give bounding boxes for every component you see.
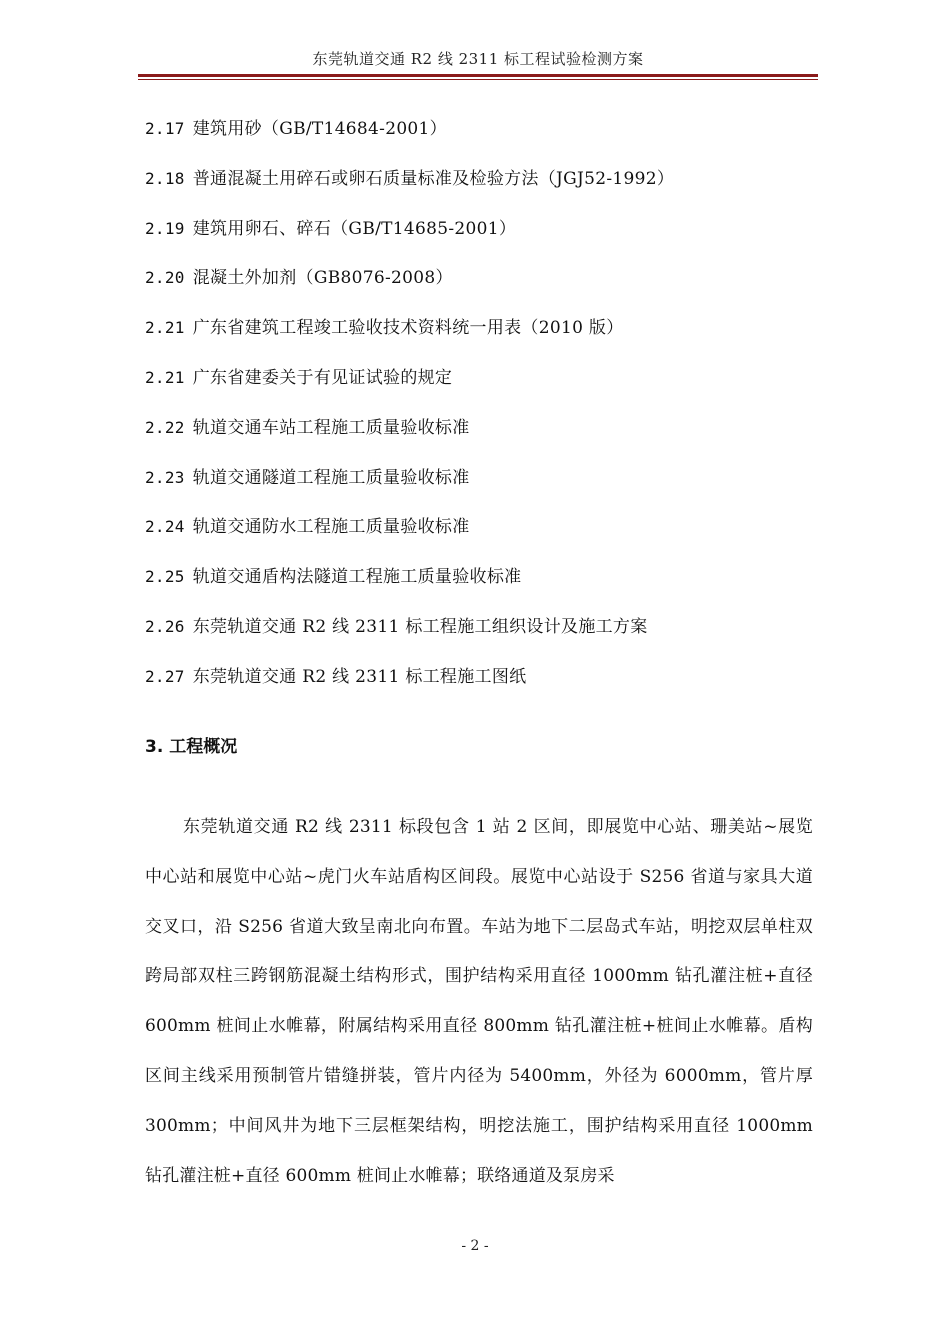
reference-text: 轨道交通防水工程施工质量验收标准 [192, 517, 470, 538]
reference-item [145, 664, 815, 714]
reference-item [145, 614, 815, 664]
reference-text: 建筑用砂（GB/T14684-2001） [192, 119, 447, 139]
reference-text: 广东省建筑工程竣工验收技术资料统一用表（2010 版） [192, 318, 624, 339]
header-rule [138, 74, 818, 77]
reference-text: 混凝土外加剂（GB8076-2008） [192, 268, 453, 289]
section-body-paragraph: 东莞轨道交通 R2 线 2311 标段包含 1 站 2 区间，即展览中心站、珊美站~展览中心站和展览中心站~虎门火车站盾构区间段。展览中心站设于 S256 省道与家具大道交叉口，沿 S256 省道大致呈南北向布置。车站为地下二层岛式车站，明挖双层单柱双跨局部双柱三跨钢筋混凝土结构形式，围护结构采用直径 1000mm 钻孔灌注桩+直径 600mm 桩间止水帷幕，附属结构采用直径 800mm 钻孔灌注桩+桩间止水帷幕。盾构区间主线采用预制管片错缝拼装，管片内径为 5400mm，外径为 6000mm，管片厚 300mm；中间风井为地下三层框架结构，明挖法施工，围护结构采用直径 1000mm 钻孔灌注桩+直径 600mm 桩间止水帷幕；联络通道及泵房采 [145, 817, 813, 1186]
section-heading: 3. 工程概况 [145, 737, 238, 757]
reference-number: 2.26 [145, 616, 185, 636]
reference-item [145, 514, 815, 564]
reference-text: 东莞轨道交通 R2 线 2311 标工程施工组织设计及施工方案 [192, 616, 648, 637]
reference-item [145, 116, 815, 166]
reference-number: 2.25 [145, 567, 185, 587]
reference-text: 广东省建委关于有见证试验的规定 [192, 367, 453, 388]
reference-number: 2.21 [145, 318, 185, 338]
reference-number: 2.20 [145, 268, 185, 288]
reference-number: 2.18 [145, 168, 185, 188]
reference-item [145, 415, 815, 465]
reference-item [145, 564, 815, 614]
reference-number: 2.23 [145, 467, 185, 487]
reference-item [145, 465, 815, 515]
reference-item [145, 365, 815, 415]
reference-text: 轨道交通盾构法隧道工程施工质量验收标准 [192, 567, 522, 588]
reference-text: 轨道交通隧道工程施工质量验收标准 [192, 467, 470, 488]
reference-text: 轨道交通车站工程施工质量验收标准 [192, 417, 470, 438]
reference-number: 2.24 [145, 517, 185, 537]
running-header: 东莞轨道交通 R2 线 2311 标工程试验检测方案 [312, 50, 644, 68]
reference-number: 2.27 [145, 666, 185, 686]
reference-number: 2.19 [145, 218, 185, 238]
reference-item [145, 216, 815, 266]
reference-number: 2.21 [145, 367, 185, 387]
reference-list [145, 116, 815, 714]
reference-item [145, 265, 815, 315]
reference-item [145, 315, 815, 365]
reference-text: 建筑用卵石、碎石（GB/T14685-2001） [192, 218, 517, 239]
reference-number: 2.22 [145, 417, 185, 437]
header-rule-thin [138, 79, 818, 80]
page-number: - 2 - [461, 1238, 489, 1254]
reference-text: 普通混凝土用碎石或卵石质量标准及检验方法（JGJ52-1992） [192, 168, 675, 189]
reference-text: 东莞轨道交通 R2 线 2311 标工程施工图纸 [192, 666, 527, 687]
reference-item [145, 166, 815, 216]
reference-number: 2.17 [145, 119, 185, 138]
